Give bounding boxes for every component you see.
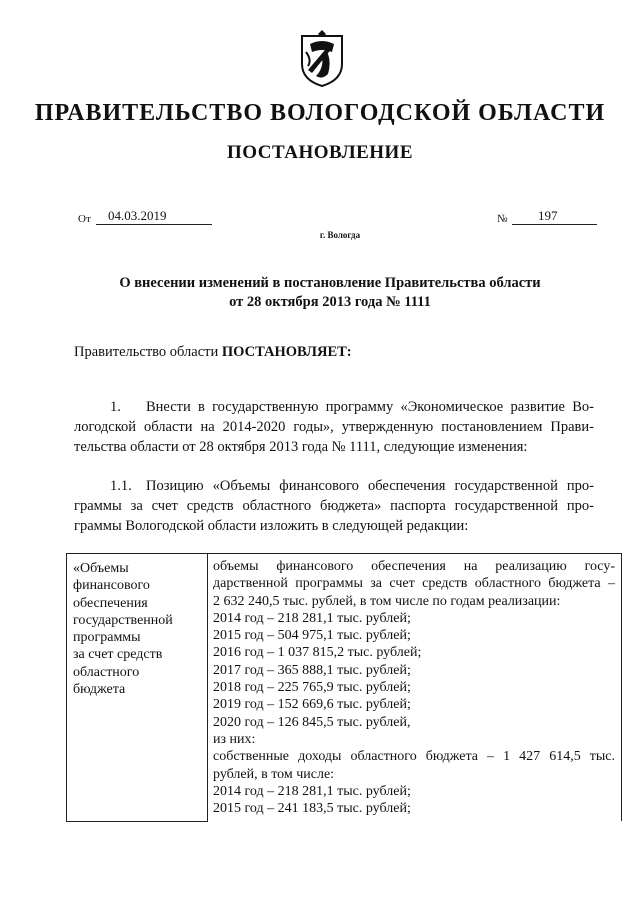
document-date: 04.03.2019 bbox=[96, 208, 212, 225]
table-label-cell bbox=[67, 554, 208, 822]
document-number: 197 bbox=[512, 208, 597, 225]
value-line: 2019 год – 152 669,6 тыс. рублей; bbox=[213, 697, 411, 713]
label-line: государственной bbox=[73, 612, 173, 628]
value-line: собственные доходы областного бюджета – 1 427 614,5 тыс. bbox=[213, 749, 615, 765]
paragraph-number: 1. bbox=[110, 399, 121, 415]
value-line: 2020 год – 126 845,5 тыс. рублей, bbox=[213, 714, 411, 730]
paragraph-line: граммы Вологодской области изложить в следующей редакции: bbox=[74, 518, 469, 534]
subject-line: от 28 октября 2013 года № 1111 bbox=[229, 294, 431, 310]
label-line: областного bbox=[73, 664, 140, 680]
coat-of-arms-icon bbox=[298, 30, 346, 88]
paragraph-1-1 bbox=[74, 476, 594, 536]
label-line: «Объемы bbox=[73, 561, 129, 576]
label-line: обеспечения bbox=[73, 595, 148, 611]
paragraph-line: тельства области от 28 октября 2013 года № 1111, следующие изменения: bbox=[74, 439, 528, 455]
document-subject bbox=[60, 274, 600, 312]
value-line: 2014 год – 218 281,1 тыс. рублей; bbox=[213, 783, 411, 799]
paragraph-number: 1.1. bbox=[110, 478, 132, 494]
decree-lead: Правительство области bbox=[74, 344, 219, 360]
value-line: 2014 год – 218 281,1 тыс. рублей; bbox=[213, 610, 411, 626]
value-line: 2018 год – 225 765,9 тыс. рублей; bbox=[213, 680, 411, 696]
value-line: 2015 год – 241 183,5 тыс. рублей; bbox=[213, 801, 411, 817]
value-line: дарственной программы за счет средств областного бюджета – bbox=[213, 576, 615, 592]
label-line: бюджета bbox=[73, 682, 126, 698]
table-value-cell bbox=[208, 554, 622, 822]
city: г. Вологда bbox=[319, 230, 361, 240]
table-row bbox=[67, 554, 622, 822]
government-title: ПРАВИТЕЛЬСТВО ВОЛОГОДСКОЙ ОБЛАСТИ bbox=[34, 100, 606, 126]
value-line: 2017 год – 365 888,1 тыс. рублей; bbox=[213, 662, 411, 678]
value-line: рублей, в том числе: bbox=[213, 766, 335, 782]
value-line: 2 632 240,5 тыс. рублей, в том числе по годам реализации: bbox=[213, 593, 561, 609]
paragraph-line: Позицию «Объемы финансового обеспечения государственной про- bbox=[146, 478, 594, 494]
funding-table bbox=[66, 553, 622, 822]
value-line: объемы финансового обеспечения на реализацию госу- bbox=[213, 559, 615, 574]
paragraph-line: логодской области на 2014-2020 годы», утвержденную постановлением Прави- bbox=[74, 419, 594, 435]
subject-line: О внесении изменений в постановление Правительства области bbox=[119, 275, 541, 291]
paragraph-line: Внести в государственную программу «Экономическое развитие Во- bbox=[146, 399, 594, 415]
label-line: финансового bbox=[73, 578, 150, 594]
date-prefix: От bbox=[78, 213, 91, 225]
decree-keyword: ПОСТАНОВЛЯЕТ: bbox=[221, 344, 352, 360]
decree-statement bbox=[74, 342, 594, 362]
number-prefix: № bbox=[497, 213, 508, 225]
document-type: ПОСТАНОВЛЕНИЕ bbox=[226, 142, 414, 163]
paragraph-1 bbox=[74, 397, 594, 457]
label-line: за счет средств bbox=[73, 647, 163, 663]
value-line: 2015 год – 504 975,1 тыс. рублей; bbox=[213, 628, 411, 644]
value-line: 2016 год – 1 037 815,2 тыс. рублей; bbox=[213, 645, 422, 661]
paragraph-line: граммы за счет средств областного бюджета» паспорта государственной про- bbox=[74, 498, 594, 514]
value-line: из них: bbox=[213, 731, 256, 747]
label-line: программы bbox=[73, 630, 141, 646]
